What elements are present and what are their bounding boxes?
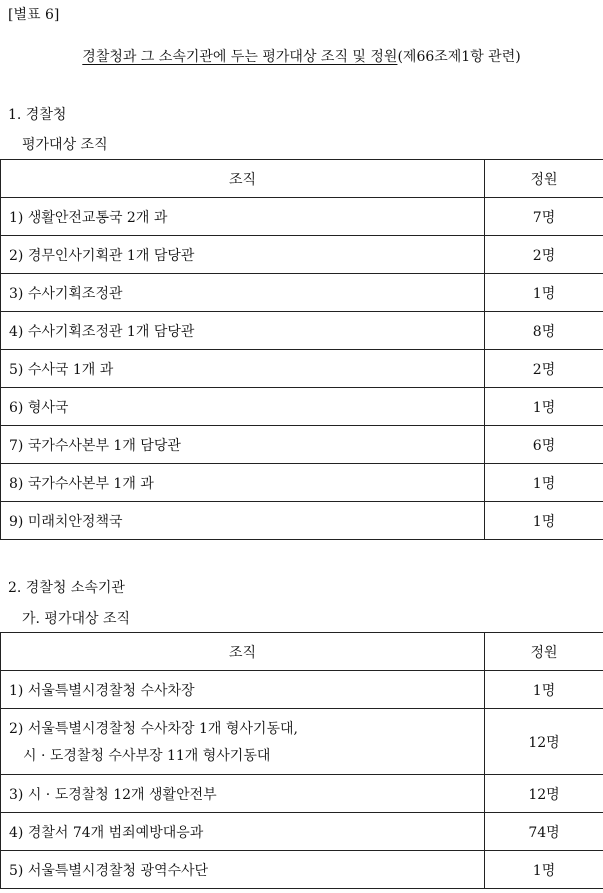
table-row <box>1 709 603 775</box>
org-cell: 1) 생활안전교통국 2개 과 <box>1 198 485 236</box>
table-row <box>1 426 603 464</box>
table-row <box>1 274 603 312</box>
column-header-organization: 조직 <box>1 160 485 198</box>
document-title-main: 경찰청과 그 소속기관에 두는 평가대상 조직 및 정원 <box>82 49 398 65</box>
section-1-table <box>0 159 603 540</box>
section-2-subheading: 가. 평가대상 조직 <box>22 611 131 627</box>
org-cell: 5) 서울특별시경찰청 광역수사단 <box>1 851 485 889</box>
table-row <box>1 502 603 540</box>
org-cell-line-1: 2) 서울특별시경찰청 수사차장 1개 형사기동대, <box>9 720 298 737</box>
org-cell: 7) 국가수사본부 1개 담당관 <box>1 426 485 464</box>
column-header-quota: 정원 <box>485 633 603 671</box>
quota-cell: 12명 <box>485 775 603 813</box>
quota-cell: 12명 <box>485 709 603 775</box>
org-cell: 4) 경찰서 74개 범죄예방대응과 <box>1 813 485 851</box>
section-1-subheading: 평가대상 조직 <box>22 137 108 153</box>
table-row <box>1 775 603 813</box>
org-cell: 8) 국가수사본부 1개 과 <box>1 464 485 502</box>
quota-cell: 6명 <box>485 426 603 464</box>
document-title-reference: (제66조제1항 관련) <box>397 49 521 65</box>
org-cell-line-2: 시 · 도경찰청 수사부장 11개 형사기동대 <box>23 747 271 764</box>
column-header-organization: 조직 <box>1 633 485 671</box>
table-row <box>1 350 603 388</box>
section-1-heading: 1. 경찰청 <box>8 107 67 123</box>
quota-cell: 1명 <box>485 671 603 709</box>
table-row <box>1 464 603 502</box>
section-2-table <box>0 632 603 889</box>
table-row <box>1 312 603 350</box>
quota-cell: 1명 <box>485 851 603 889</box>
quota-cell: 1명 <box>485 274 603 312</box>
org-cell: 3) 수사기획조정관 <box>1 274 485 312</box>
org-cell: 2) 경무인사기획관 1개 담당관 <box>1 236 485 274</box>
org-cell: 5) 수사국 1개 과 <box>1 350 485 388</box>
table-row <box>1 388 603 426</box>
org-cell: 1) 서울특별시경찰청 수사차장 <box>1 671 485 709</box>
org-cell: 6) 형사국 <box>1 388 485 426</box>
table-row <box>1 198 603 236</box>
org-cell: 9) 미래치안정책국 <box>1 502 485 540</box>
table-row <box>1 671 603 709</box>
section-2-heading: 2. 경찰청 소속기관 <box>8 580 125 596</box>
org-cell: 3) 시 · 도경찰청 12개 생활안전부 <box>1 775 485 813</box>
annex-tag: [별표 6] <box>8 7 60 23</box>
quota-cell: 1명 <box>485 388 603 426</box>
table-row <box>1 851 603 889</box>
table-row <box>1 236 603 274</box>
org-cell: 4) 수사기획조정관 1개 담당관 <box>1 312 485 350</box>
quota-cell: 1명 <box>485 502 603 540</box>
quota-cell: 2명 <box>485 350 603 388</box>
table-header-row <box>1 160 603 198</box>
quota-cell: 74명 <box>485 813 603 851</box>
quota-cell: 7명 <box>485 198 603 236</box>
document-title <box>0 46 603 66</box>
quota-cell: 8명 <box>485 312 603 350</box>
table-row <box>1 813 603 851</box>
quota-cell: 1명 <box>485 464 603 502</box>
quota-cell: 2명 <box>485 236 603 274</box>
org-cell <box>1 709 485 775</box>
table-header-row <box>1 633 603 671</box>
column-header-quota: 정원 <box>485 160 603 198</box>
